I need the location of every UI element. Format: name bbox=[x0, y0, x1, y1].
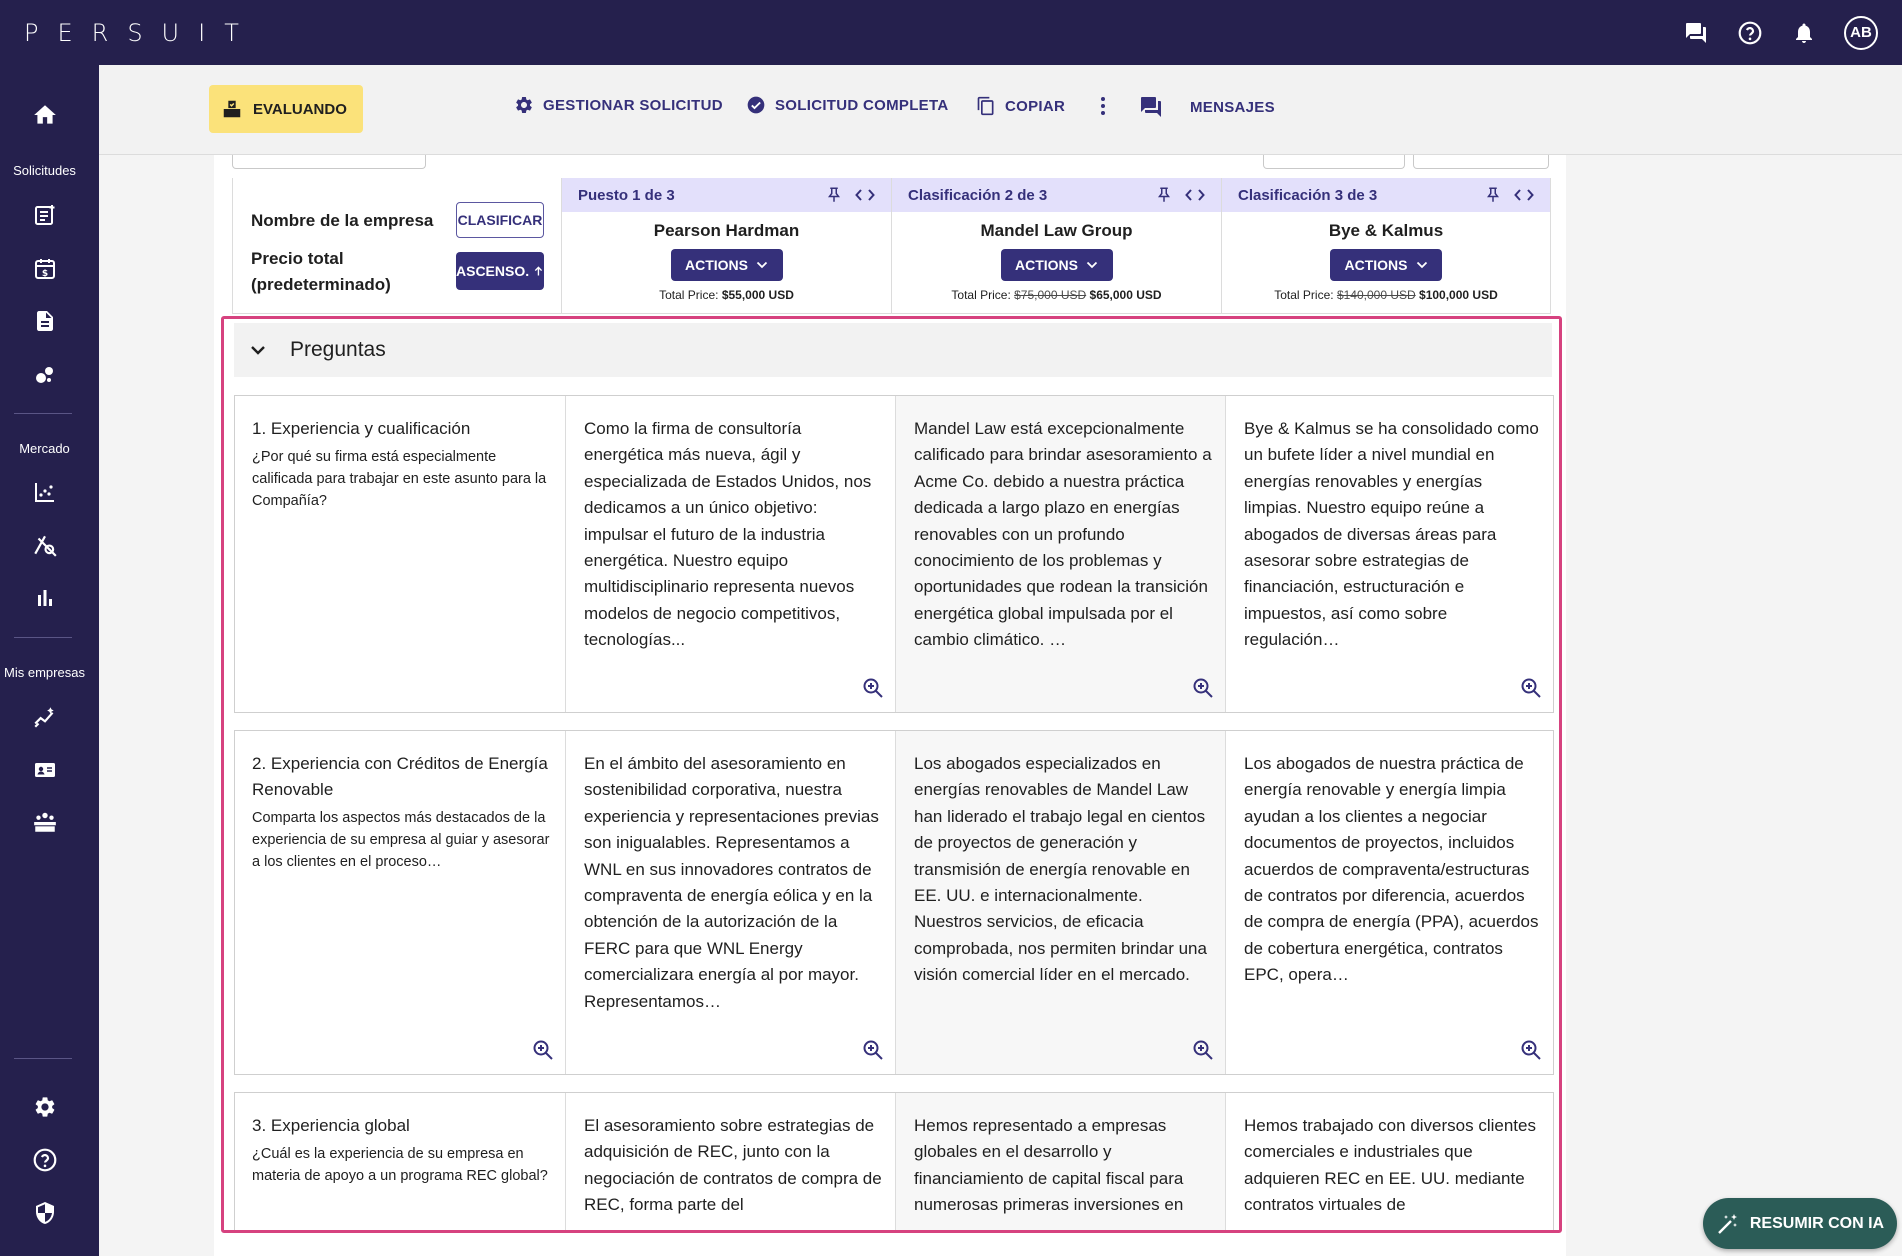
notification-bell-icon[interactable] bbox=[1790, 19, 1818, 47]
settings-gear-icon[interactable] bbox=[0, 1087, 89, 1127]
question-title: 1. Experiencia y cualificación bbox=[252, 419, 471, 438]
answer-text: Bye & Kalmus se ha consolidado como un bufete líder a nivel mundial en energías renovables y energías limpias. Nuestro equipo reúne a abogados de diversas áreas para asesorar sobre estrategias de financiación, estructuración e impuestos, así como sobre regulación… bbox=[1244, 419, 1539, 650]
answer-cell bbox=[565, 396, 895, 712]
toolbar-button-clipped[interactable] bbox=[232, 155, 426, 169]
arrow-up-icon bbox=[533, 265, 544, 277]
contact-card-icon[interactable] bbox=[0, 750, 89, 790]
answer-text: Hemos representado a empresas globales en el desarrollo y financiamiento de capital fiscal para numerosas primeras inversiones en bbox=[914, 1116, 1184, 1215]
original-price: $140,000 USD bbox=[1336, 288, 1416, 302]
more-options-button[interactable] bbox=[1099, 95, 1107, 117]
persuit-logo[interactable]: PERSUIT bbox=[24, 18, 258, 47]
magic-wand-icon bbox=[1716, 1212, 1740, 1236]
original-price: $75,000 USD bbox=[1014, 288, 1087, 302]
user-avatar[interactable]: AB bbox=[1844, 16, 1878, 50]
chat-icon bbox=[1139, 95, 1163, 119]
answer-text: Los abogados de nuestra práctica de energía renovable y energía limpia ayudan a los clientes a negociar documentos de proyectos, incluidos acuerdos de compraventa/estructuras de contratos por diferencia, acuerdos de compra de energía (PPA), acuerdos de cobertura energética, contratos EPC, opera… bbox=[1244, 754, 1539, 985]
actions-label: ACTIONS bbox=[685, 257, 748, 273]
scatter-chart-icon[interactable] bbox=[0, 472, 89, 512]
sidebar-divider bbox=[14, 1058, 72, 1059]
vendor-column bbox=[891, 178, 1221, 314]
toolbar-button-clipped[interactable] bbox=[1263, 155, 1405, 169]
answer-text: Como la firma de consultoría energética más nueva, ágil y especializada de Estados Unidos, nos dedicamos a un único objetivo: impulsar el futuro de la industria energética. Nuestro equipo multidisciplinario representa nuevos modelos de negocio competitivos, tecnologías... bbox=[584, 419, 872, 650]
ascending-order-label: ASCENSO. bbox=[456, 263, 530, 279]
section-title: Preguntas bbox=[290, 338, 386, 361]
copy-icon bbox=[976, 95, 996, 117]
total-price-label: Precio total (predeterminado) bbox=[251, 249, 391, 294]
chevron-down-icon bbox=[1086, 261, 1098, 269]
pin-icon[interactable] bbox=[1484, 185, 1502, 205]
sidebar-section-mis-empresas: Mis empresas bbox=[4, 665, 85, 680]
question-title: 3. Experiencia global bbox=[252, 1116, 410, 1135]
answer-cell bbox=[895, 731, 1225, 1074]
shield-icon[interactable] bbox=[0, 1193, 89, 1233]
question-cell bbox=[235, 396, 565, 712]
price-value: $55,000 USD bbox=[721, 288, 794, 302]
more-vertical-icon bbox=[1099, 95, 1107, 117]
gear-icon bbox=[514, 95, 534, 115]
answer-cell bbox=[895, 1093, 1225, 1233]
home-icon[interactable] bbox=[0, 95, 89, 135]
bubbles-icon[interactable] bbox=[0, 354, 89, 394]
answer-text: Hemos trabajado con diversos clientes comerciales e industriales que adquieren REC en EE. UU. mediante contratos virtuales de bbox=[1244, 1116, 1536, 1215]
ballot-box-icon bbox=[221, 98, 243, 120]
check-circle-icon bbox=[746, 95, 766, 115]
move-column-icon[interactable] bbox=[1514, 188, 1534, 202]
messages-button[interactable] bbox=[1139, 95, 1275, 119]
answer-text: En el ámbito del asesoramiento en sostenibilidad corporativa, nuestra experiencia y representaciones previas son inigualables. Representamos a WNL en sus innovadores contratos de compraventa de energía eólica y en la obtención de la autorización de la FERC para que WNL Energy comercializara energía al por mayor. Representamos… bbox=[584, 754, 879, 1011]
zoom-in-icon[interactable] bbox=[1191, 1038, 1215, 1062]
question-description: ¿Por qué su firma está especialmente calificada para trabajar en este asunto para la Compañía? bbox=[252, 449, 547, 509]
pin-icon[interactable] bbox=[825, 185, 843, 205]
copy-label: COPIAR bbox=[1005, 97, 1066, 115]
question-description: ¿Cuál es la experiencia de su empresa en materia de apoyo a un programa REC global? bbox=[252, 1146, 548, 1184]
price-value: $65,000 USD bbox=[1089, 288, 1162, 302]
vendor-actions-button[interactable] bbox=[1001, 249, 1113, 281]
vendor-name[interactable]: Pearson Hardman bbox=[653, 221, 800, 240]
status-label: EVALUANDO bbox=[253, 100, 347, 118]
question-title: 2. Experiencia con Créditos de Energía Renovable bbox=[252, 754, 548, 799]
help-icon[interactable] bbox=[0, 1140, 89, 1180]
vendor-rank: Clasificación 3 de 3 bbox=[1238, 186, 1378, 204]
chevron-down-icon bbox=[1416, 261, 1428, 269]
vendor-total-price bbox=[892, 288, 1221, 302]
questions-section bbox=[221, 316, 1562, 1233]
vendor-total-price bbox=[562, 288, 891, 302]
answer-text: El asesoramiento sobre estrategias de adquisición de REC, junto con la negociación de contratos de compra de REC, forma parte del bbox=[584, 1116, 882, 1215]
document-icon[interactable] bbox=[0, 301, 89, 341]
complete-request-button[interactable] bbox=[746, 95, 948, 115]
question-description: Comparta los aspectos más destacados de la experiencia de su empresa al guiar y asesorar a los clientes en el proceso… bbox=[252, 810, 550, 870]
complete-request-label: SOLICITUD COMPLETA bbox=[775, 96, 949, 114]
zoom-in-icon[interactable] bbox=[531, 1038, 555, 1062]
zoom-in-icon[interactable] bbox=[1191, 676, 1215, 700]
sidebar bbox=[0, 65, 99, 1256]
question-row bbox=[234, 730, 1554, 1075]
pin-icon[interactable] bbox=[1155, 185, 1173, 205]
help-icon[interactable] bbox=[1736, 19, 1764, 47]
zoom-in-icon[interactable] bbox=[1519, 1038, 1543, 1062]
summarize-label: RESUMIR CON IA bbox=[1749, 1214, 1885, 1232]
ascending-order-button[interactable] bbox=[456, 252, 544, 290]
vendor-column bbox=[561, 178, 891, 314]
vendor-rank: Clasificación 2 de 3 bbox=[908, 186, 1048, 204]
price-label: Total Price: bbox=[659, 288, 719, 302]
zoom-in-icon[interactable] bbox=[1519, 676, 1543, 700]
answer-text: Mandel Law está excepcionalmente calificado para brindar asesoramiento a Acme Co. debido a nuestra práctica dedicada a largo plazo en energías renovables con un profundo conocimiento de los problemas y oportunidades que rodean la transición energética global impulsada por el cambio climático. … bbox=[914, 419, 1212, 650]
market-search-icon[interactable] bbox=[0, 525, 89, 565]
calendar-dollar-icon[interactable] bbox=[0, 249, 89, 289]
zoom-in-icon[interactable] bbox=[861, 676, 885, 700]
answer-cell bbox=[895, 396, 1225, 712]
toolbar-button-clipped[interactable] bbox=[1413, 155, 1549, 169]
vendor-rank-bar bbox=[892, 178, 1221, 212]
copy-button[interactable] bbox=[976, 95, 1065, 117]
question-cell bbox=[235, 731, 565, 1074]
top-icons bbox=[1682, 16, 1878, 50]
sidebar-section-mercado: Mercado bbox=[19, 441, 70, 456]
actions-label: ACTIONS bbox=[1015, 257, 1078, 273]
chevron-down-icon bbox=[756, 261, 768, 269]
vendor-rank-bar bbox=[1222, 178, 1550, 212]
manage-request-button[interactable] bbox=[514, 95, 723, 115]
summarize-with-ai-button[interactable] bbox=[1703, 1198, 1897, 1249]
chevron-down-icon[interactable] bbox=[250, 345, 266, 355]
question-row bbox=[234, 395, 1554, 713]
question-cell bbox=[235, 1093, 565, 1233]
actions-label: ACTIONS bbox=[1344, 257, 1408, 273]
price-value: $100,000 USD bbox=[1419, 288, 1498, 302]
sort-button[interactable]: CLASIFICAR bbox=[456, 202, 544, 238]
price-label: Total Price: bbox=[951, 288, 1011, 302]
vendor-rank: Puesto 1 de 3 bbox=[578, 186, 675, 204]
company-name-label: Nombre de la empresa bbox=[251, 211, 434, 230]
answer-cell bbox=[1225, 731, 1553, 1074]
vendor-rank-bar bbox=[562, 178, 891, 212]
vendor-actions-button[interactable] bbox=[1330, 249, 1442, 281]
vendor-column bbox=[1221, 178, 1551, 314]
questions-section-header[interactable] bbox=[234, 323, 1552, 377]
chat-icon[interactable] bbox=[1682, 19, 1710, 47]
new-request-icon[interactable] bbox=[0, 195, 89, 235]
question-row bbox=[234, 1092, 1554, 1233]
move-column-icon[interactable] bbox=[1185, 188, 1205, 202]
price-label: Total Price: bbox=[1274, 288, 1334, 302]
manage-request-label: GESTIONAR SOLICITUD bbox=[543, 96, 723, 114]
team-icon[interactable] bbox=[0, 802, 89, 842]
sort-header bbox=[232, 178, 561, 314]
answer-text: Los abogados especializados en energías renovables de Mandel Law han liderado el trabajo legal en cientos de proyectos de generación y transmisión de energía renovable en EE. UU. e internacionalmente. Nuestros servicios, de eficacia comprobada, nos permiten brindar una visión comercial líder en el mercado. bbox=[914, 754, 1207, 985]
answer-cell bbox=[565, 1093, 895, 1233]
answer-cell bbox=[1225, 1093, 1553, 1233]
sidebar-divider bbox=[14, 637, 72, 638]
answer-cell bbox=[1225, 396, 1553, 712]
svg-text:$: $ bbox=[41, 269, 48, 279]
messages-label: MENSAJES bbox=[1190, 98, 1275, 116]
vendor-name[interactable]: Bye & Kalmus bbox=[1328, 221, 1444, 240]
vendor-name[interactable]: Mandel Law Group bbox=[980, 221, 1133, 240]
zoom-in-icon[interactable] bbox=[861, 1038, 885, 1062]
vendor-total-price bbox=[1222, 288, 1550, 302]
vendor-actions-button[interactable] bbox=[671, 249, 783, 281]
sparkle-trend-icon[interactable] bbox=[0, 697, 89, 737]
sidebar-divider bbox=[14, 413, 72, 414]
request-action-bar bbox=[99, 65, 1902, 155]
answer-cell bbox=[565, 731, 895, 1074]
top-bar bbox=[0, 0, 1902, 65]
status-chip-evaluating[interactable] bbox=[209, 85, 363, 133]
move-column-icon[interactable] bbox=[855, 188, 875, 202]
sidebar-section-solicitudes: Solicitudes bbox=[13, 163, 76, 178]
bar-chart-icon[interactable] bbox=[0, 578, 89, 618]
